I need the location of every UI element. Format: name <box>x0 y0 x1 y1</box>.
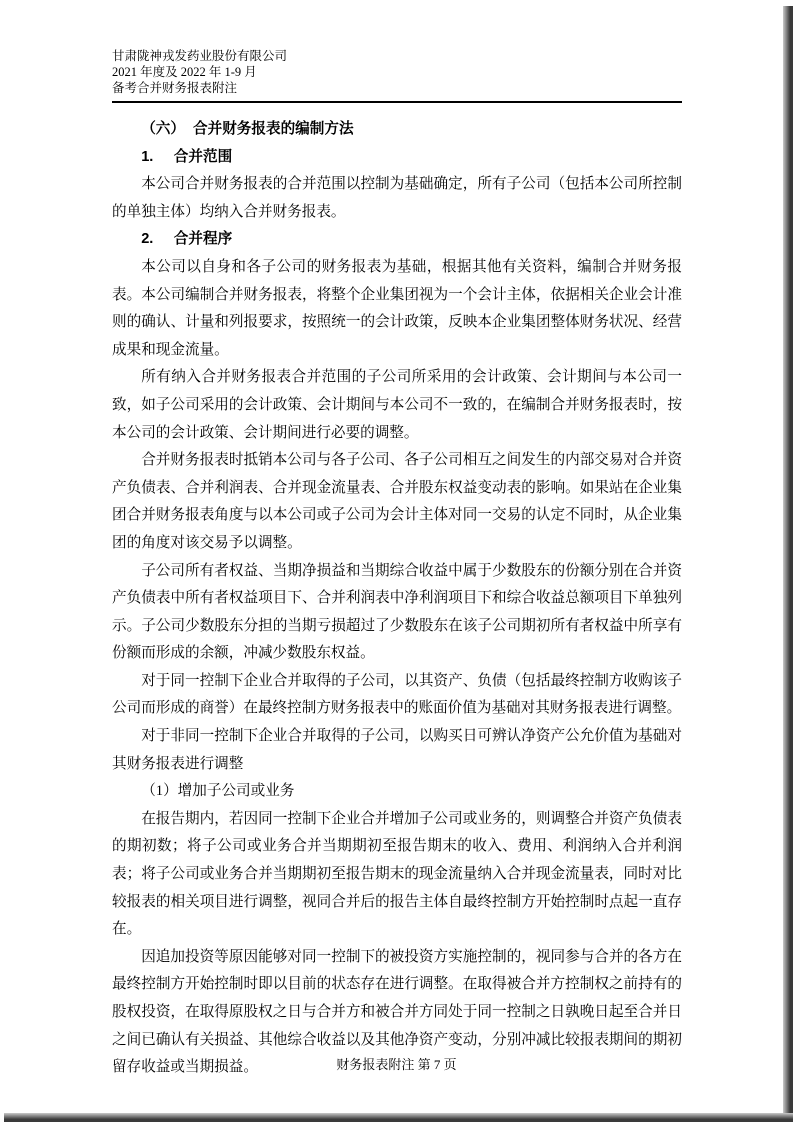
header-divider <box>112 101 682 103</box>
subheading-procedure <box>112 226 682 254</box>
subheading-procedure-title: 合并程序 <box>173 231 233 248</box>
paragraph-procedure-basis: 本公司以自身和各子公司的财务报表为基础，根据其他有关资料，编制合并财务报表。本公司编制合并财务报表，将整个企业集团视为一个会计主体，依据相关企业会计准则的确认、计量和列报要求，按照统一的会计政策，反映本企业集团整体财务状况、经营成果和现金流量。 <box>112 258 682 358</box>
document-header <box>112 48 682 103</box>
paragraph-same-control: 对于同一控制下企业合并取得的子公司，以其资产、负债（包括最终控制方收购该子公司而形成的商誉）在最终控制方财务报表中的账面价值为基础对其财务报表进行调整。 <box>112 672 682 717</box>
scan-shadow-bottom <box>4 1113 793 1122</box>
company-name: 甘肃陇神戎发药业股份有限公司 <box>112 49 288 63</box>
footer-page-label: 财务报表附注 第 7 页 <box>336 1057 457 1072</box>
section-heading-title: 合并财务报表的编制方法 <box>193 121 354 137</box>
paragraph-consolidation-scope: 本公司合并财务报表的合并范围以控制为基础确定，所有子公司（包括本公司所控制的单独主体）均纳入合并财务报表。 <box>112 176 682 220</box>
document-body <box>112 116 682 1082</box>
paragraph-minority-interest: 子公司所有者权益、当期净损益和当期综合收益中属于少数股东的份额分别在合并资产负债表中所有者权益项目下、合并利润表中净利润项目下和综合收益总额项目下单独列示。子公司少数股东分担的当期亏损超过了少数股东在该子公司期初所有者权益中所享有份额而形成的余额，冲减少数股东权益。 <box>112 562 682 662</box>
subheading-scope-number: 1. <box>141 148 154 165</box>
page-footer <box>0 1054 793 1073</box>
report-period: 2021 年度及 2022 年 1-9 月 <box>112 65 257 79</box>
subheading-scope-title: 合并范围 <box>173 148 233 165</box>
subheading-scope <box>112 144 682 172</box>
paragraph-add-subsidiary-heading: （1）增加子公司或业务 <box>141 783 295 800</box>
paragraph-policy-alignment: 所有纳入合并财务报表合并范围的子公司所采用的会计政策、会计期间与本公司一致，如子公司采用的会计政策、会计期间与本公司不一致的，在编制合并财务报表时，按本公司的会计政策、会计期间进行必要的调整。 <box>112 369 682 441</box>
paragraph-internal-transactions: 合并财务报表时抵销本公司与各子公司、各子公司相互之间发生的内部交易对合并资产负债表、合并利润表、合并现金流量表、合并股东权益变动表的影响。如果站在企业集团合并财务报表角度与以本公司或子公司为会计主体对同一交易的认定不同时，从企业集团的角度对该交易予以调整。 <box>112 452 682 551</box>
report-subtitle: 备考合并财务报表附注 <box>112 81 238 95</box>
subheading-procedure-number: 2. <box>141 231 154 248</box>
scan-shadow-right <box>783 6 793 1122</box>
paragraph-non-same-control: 对于非同一控制下企业合并取得的子公司，以购买日可辨认净资产公允价值为基础对其财务报表进行调整 <box>112 728 682 772</box>
paragraph-reporting-period-adjustments: 在报告期内，若因同一控制下企业合并增加子公司或业务的，则调整合并资产负债表的期初数；将子公司或业务合并当期期初至报告期末的收入、费用、利润纳入合并利润表；将子公司或业务合并当期期初至报告期末的现金流量纳入合并现金流量表，同时对比较报表的相关项目进行调整，视同合并后的报告主体自最终控制方开始控制时点起一直存在。 <box>112 810 682 938</box>
section-heading <box>112 116 682 144</box>
page-content <box>112 48 682 1082</box>
section-heading-number: （六） <box>141 121 185 137</box>
paragraph-additional-investment: 因追加投资等原因能够对同一控制下的被投资方实施控制的，视同参与合并的各方在最终控制方开始控制时即以目前的状态存在进行调整。在取得被合并方控制权之前持有的股权投资，在取得原股权之日与合并方和被合并方同处于同一控制之日孰晚日起至合并日之间已确认有关损益、其他综合收益以及其他净资产变动，分别冲减比较报表期间的期初留存收益或当期损益。 <box>112 948 682 1076</box>
